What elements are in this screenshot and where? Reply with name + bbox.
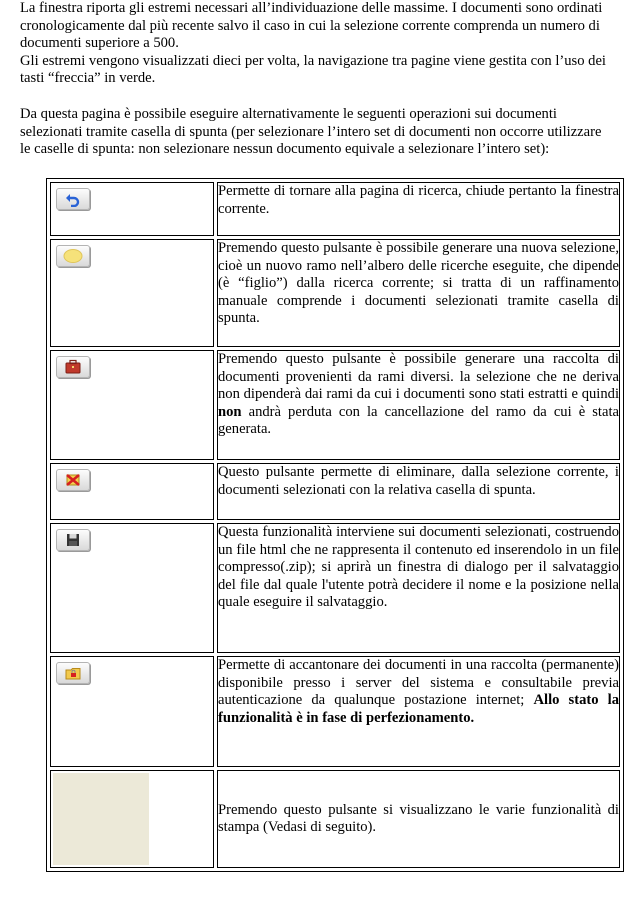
table-row <box>50 656 620 767</box>
table-row <box>50 463 620 520</box>
table-row <box>50 350 620 460</box>
description-cell: Permette di tornare alla pagina di ricerca, chiude pertanto la finestra corrente. <box>217 182 620 236</box>
description-text: andrà perduta con la cancellazione del ramo da cui è stata generata. <box>218 403 619 437</box>
icon-cell <box>50 523 214 653</box>
description-bold-text: non <box>218 403 242 420</box>
description-text: Permette di accantonare dei documenti in una raccolta (permanente) disponibile presso i server del sistema e consultabile previa autenticazione da qualunque postazione internet; <box>218 657 619 708</box>
intro-line: Gli estremi vengono visualizzati dieci per volta, la navigazione tra pagine viene gestita con l’uso dei <box>20 52 606 69</box>
table-row <box>50 523 620 653</box>
delete-red-icon <box>63 472 83 488</box>
intro-paragraph <box>20 0 642 88</box>
intro-line: La finestra riporta gli estremi necessari all’individuazione delle massime. I documenti sono ordinati <box>20 0 603 16</box>
save-zip-button[interactable] <box>56 529 90 551</box>
back-button[interactable] <box>56 188 90 210</box>
description-bold-text: Allo stato la funzionalità è in fase di perfezionamento. <box>218 692 619 726</box>
intro-line: documenti superiore a 500. <box>20 35 179 51</box>
icon-cell <box>50 463 214 520</box>
ops-intro-line: le caselle di spunta: non selezionare nessun documento equivale a selezionare l’intero set): <box>20 141 550 157</box>
description-cell: Questa funzionalità interviene sui documenti selezionati, costruendo un file html che ne rappresenta il contenuto ed inserendolo in un file compresso(.zip); si aprirà un finestra di dialogo per il salvataggio del file dal quale l'utente potrà decidere il nome e la posizione nella quale eseguire il salvataggio. <box>217 523 620 653</box>
operations-intro-paragraph <box>20 106 642 159</box>
icon-cell <box>50 182 214 236</box>
intro-line: cronologicamente dal più recente salvo il caso in cui la selezione corrente comprenda un numero di <box>20 17 600 34</box>
print-button-placeholder[interactable] <box>53 773 149 865</box>
intro-line: tasti “freccia” in verde. <box>20 70 156 86</box>
icon-cell <box>50 770 214 868</box>
description-cell <box>217 350 620 460</box>
briefcase-icon <box>64 359 82 375</box>
table-row <box>50 182 620 236</box>
ops-intro-line: selezionati tramite casella di spunta (per selezionare l’intero set di documenti non occorre utilizzare <box>20 123 602 140</box>
icon-cell <box>50 350 214 460</box>
archive-button[interactable] <box>56 662 90 684</box>
floppy-disk-icon <box>65 532 81 548</box>
icon-cell <box>50 656 214 767</box>
delete-button[interactable] <box>56 469 90 491</box>
description-cell: Premendo questo pulsante è possibile generare una nuova selezione, cioè un nuovo ramo nell’albero delle ricerche eseguite, che dipende (è “figlio”) dalla ricerca corrente; si tratta di un raffinamento manuale comprende i documenti selezionati tramite casella di spunta. <box>217 239 620 347</box>
collection-button[interactable] <box>56 356 90 378</box>
table-row <box>50 770 620 868</box>
description-cell <box>217 656 620 767</box>
yellow-oval-icon <box>62 248 84 264</box>
table-row <box>50 239 620 347</box>
description-cell: Questo pulsante permette di eliminare, dalla selezione corrente, i documenti selezionati con la relativa casella di spunta. <box>217 463 620 520</box>
folder-lock-icon <box>64 665 82 681</box>
new-selection-button[interactable] <box>56 245 90 267</box>
operations-table <box>46 178 624 872</box>
undo-arrow-icon <box>64 191 82 207</box>
description-text: Premendo questo pulsante è possibile generare una raccolta di documenti provenienti da rami diversi. la selezione che ne deriva non dipenderà dai rami da cui i documenti sono stati estratti e quindi <box>218 351 619 402</box>
icon-cell <box>50 239 214 347</box>
description-cell: Premendo questo pulsante si visualizzano le varie funzionalità di stampa (Vedasi di seguito). <box>217 770 620 868</box>
ops-intro-line: Da questa pagina è possibile eseguire alternativamente le seguenti operazioni sui documenti <box>20 106 557 122</box>
